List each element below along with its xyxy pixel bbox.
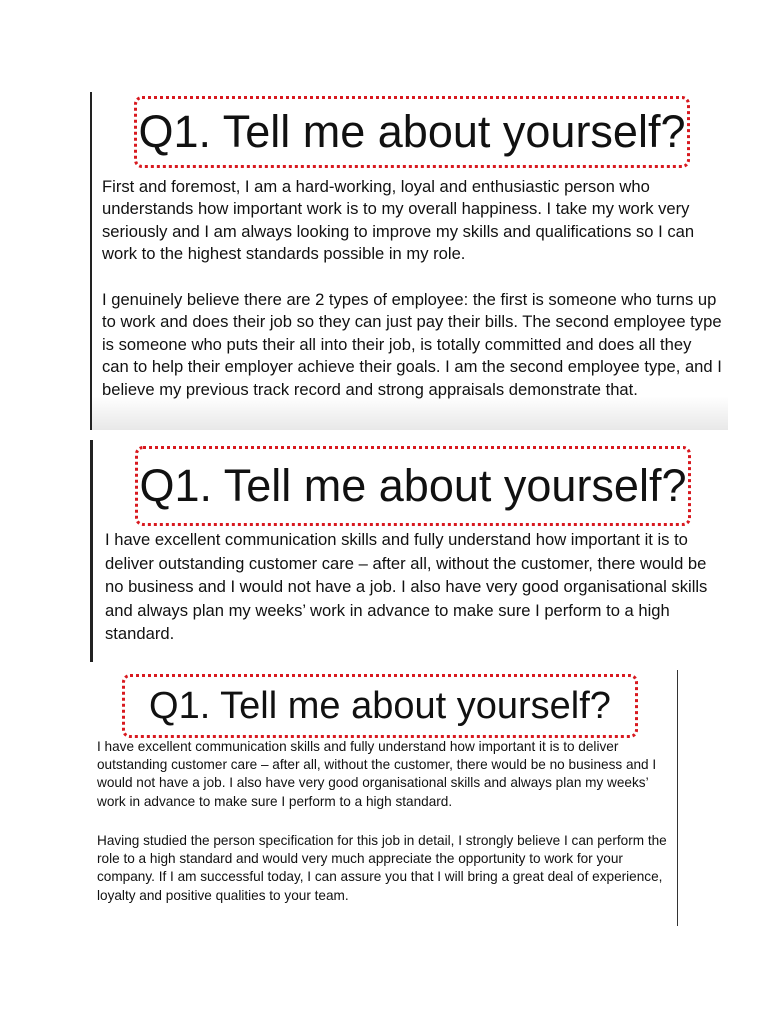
answer-paragraph: I have excellent communication skills and fully understand how important it is to deliver outstanding customer care – after all, without the customer, there would be no business and I would not have a job. I also have very good organisational skills and always plan my weeks’ work in advance to make sure I perform to a high standard.: [97, 739, 657, 809]
answer-panel-1: [90, 92, 728, 430]
question-heading: Q1. Tell me about yourself?: [134, 96, 690, 168]
answer-paragraph: I have excellent communication skills and fully understand how important it is to deliver outstanding customer care – after all, without the customer, there would be no business and I would not have a job. I also have very good organisational skills and always plan my weeks’ work in advance to make sure I perform to a high standard.: [105, 530, 708, 644]
answer-panel-3: [90, 670, 678, 926]
answer-paragraph: I genuinely believe there are 2 types of employee: the first is someone who turns up to work and does their job so they can just pay their bills. The second employee type is someone who puts their all into their job, is totally committed and does all they can to help their employer achieve their goals. I am the second employee type, and I believe my previous track record and strong appraisals demonstrate that.: [102, 290, 722, 399]
answer-paragraph: First and foremost, I am a hard-working, loyal and enthusiastic person who understands how important work is to my overall happiness. I take my work very seriously and I am always looking to improve my skills and qualifications so I can work to the highest standards possible in my role.: [102, 177, 695, 264]
answer-paragraph: Having studied the person specification for this job in detail, I strongly believe I can perform the role to a high standard and would very much appreciate the opportunity to work for your company. If I am successful today, I can assure you that I will bring a great deal of experience, loyalty and positive qualities to your team.: [97, 833, 667, 903]
answer-panel-2: [90, 440, 728, 662]
question-heading: Q1. Tell me about yourself?: [135, 446, 691, 526]
question-heading: Q1. Tell me about yourself?: [122, 674, 638, 738]
